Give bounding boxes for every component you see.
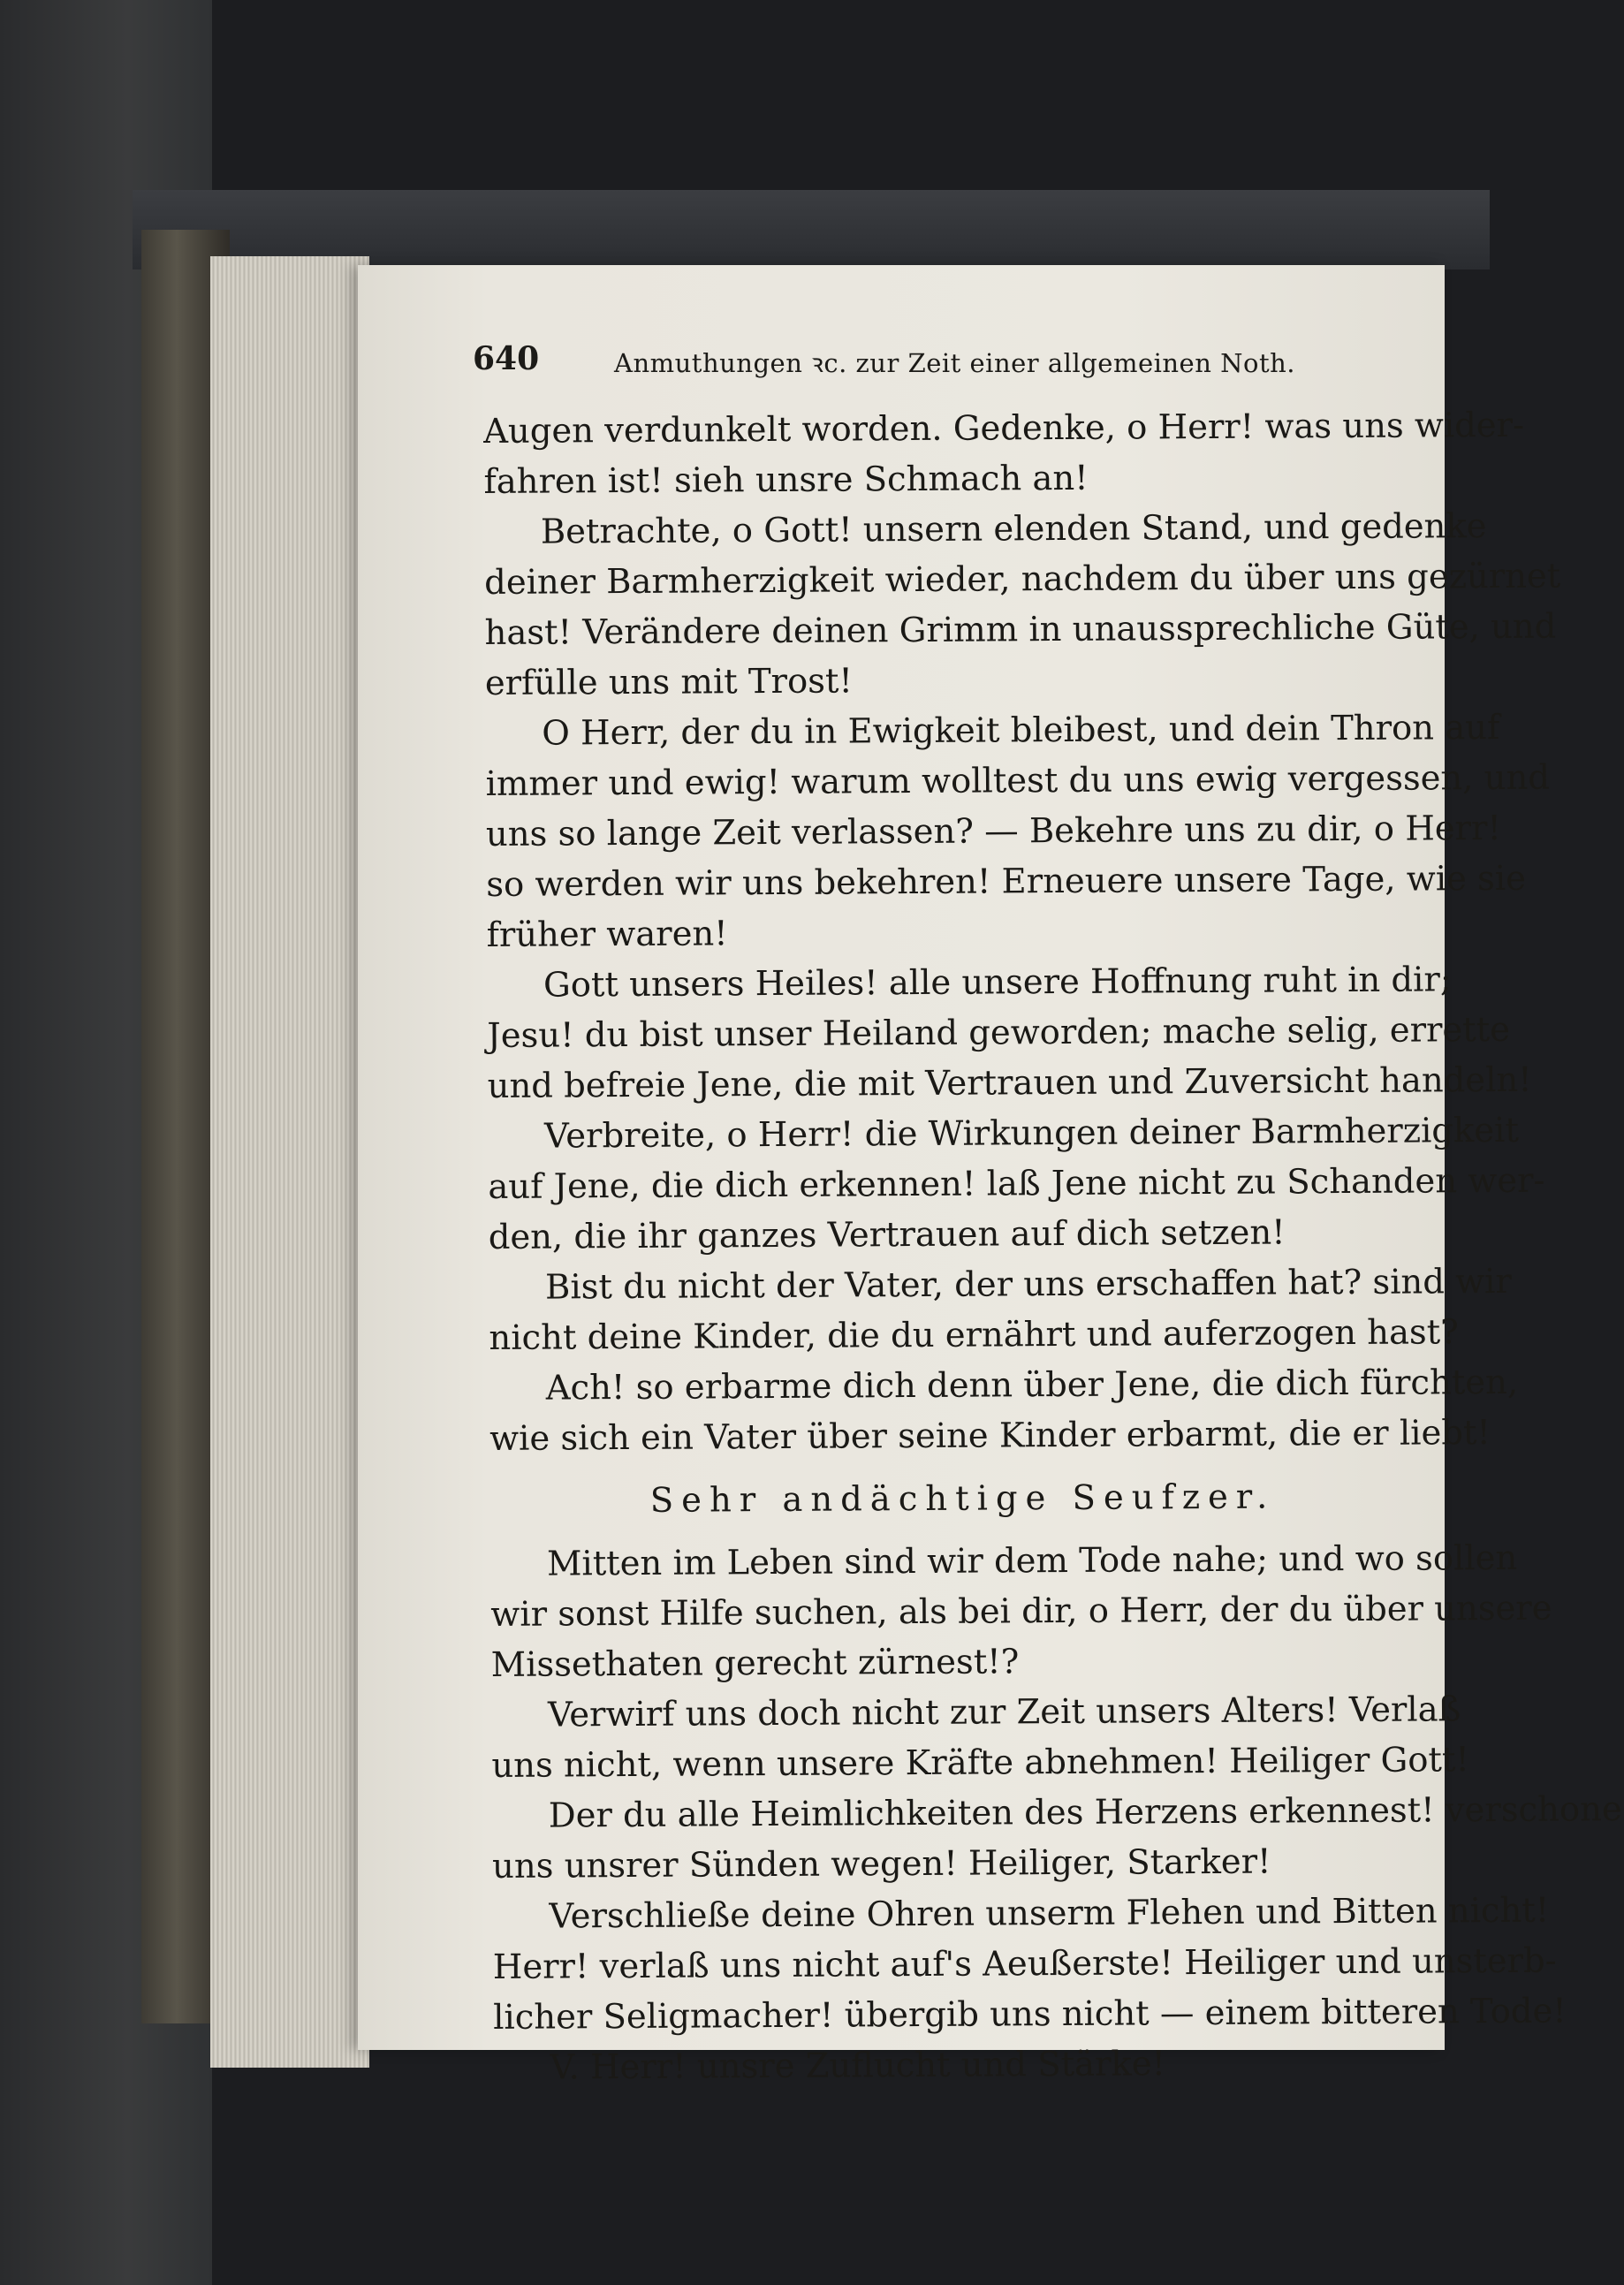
running-head: Anmuthungen ꝛc. zur Zeit einer allgemeinen Noth. xyxy=(614,348,1296,378)
text-line: und befreie Jene, die mit Vertrauen und Zuversicht handeln! xyxy=(487,1059,1532,1106)
text-line: wie sich ein Vater über seine Kinder erbarmt, die er liebt! xyxy=(489,1413,1491,1459)
text-line: Betrachte, o Gott! unsern elenden Stand, und gedenke xyxy=(540,506,1487,552)
section-heading: Sehr andächtige Seufzer. xyxy=(649,1477,1276,1521)
text-line: Jesu! du bist unser Heiland geworden; mache selig, errette xyxy=(487,1009,1511,1056)
text-line: früher waren! xyxy=(486,914,728,955)
text-line: Der du alle Heimlichkeiten des Herzens erkennest! verschone xyxy=(548,1789,1622,1836)
text-line: so werden wir uns bekehren! Erneuere unsere Tage, wie sie xyxy=(486,858,1527,905)
text-line: auf Jene, die dich erkennen! laß Jene nicht zu Schanden wer- xyxy=(488,1160,1545,1207)
text-line: Gott unsers Heiles! alle unsere Hoffnung ruht in dir; xyxy=(543,960,1452,1006)
text-line: fahren ist! sieh unsre Schmach an! xyxy=(483,458,1089,502)
text-line: nicht deine Kinder, die du ernährt und auferzogen hast? xyxy=(489,1312,1459,1358)
text-line: uns unsrer Sünden wegen! Heiliger, Starker! xyxy=(491,1841,1271,1886)
text-line: licher Seligmacher! übergib uns nicht — einem bitteren Tode! xyxy=(493,1991,1567,2038)
text-line: uns so lange Zeit verlassen? — Bekehre uns zu dir, o Herr! xyxy=(485,808,1502,854)
text-line: Verwirf uns doch nicht zur Zeit unsers Alters! Verlaß xyxy=(547,1689,1461,1735)
page-header xyxy=(473,340,1374,393)
text-line: Verschließe deine Ohren unserm Flehen und Bitten nicht! xyxy=(549,1890,1550,1937)
text-line: den, die ihr ganzes Vertrauen auf dich setzen! xyxy=(488,1212,1286,1257)
text-line: deiner Barmherzigkeit wieder, nachdem du über uns gezürnet xyxy=(484,556,1561,603)
text-line: Missethaten gerecht zürnest!? xyxy=(490,1642,1020,1685)
text-line: Mitten im Leben sind wir dem Tode nahe; und wo sollen xyxy=(546,1537,1518,1584)
text-line: Verbreite, o Herr! die Wirkungen deiner Barmherzigkeit xyxy=(543,1110,1520,1157)
page-number: 640 xyxy=(473,340,540,377)
page-edges xyxy=(210,256,369,2068)
text-line: O Herr, der du in Ewigkeit bleibest, und dein Thron auf xyxy=(542,707,1500,754)
text-line: V. Herr! unsre Zuflucht und Stärke! xyxy=(550,2044,1166,2088)
text-line: hast! Verändere deinen Grimm in unaussprechliche Güte, und xyxy=(484,606,1557,653)
text-line: wir sonst Hilfe suchen, als bei dir, o Herr, der du über unsere xyxy=(490,1588,1552,1635)
body-text xyxy=(483,400,1622,2093)
text-line: Augen verdunkelt worden. Gedenke, o Herr! was uns wider- xyxy=(483,405,1525,452)
text-line: Bist du nicht der Vater, der uns erschaffen hat? sind wir xyxy=(544,1261,1512,1308)
text-line: Herr! verlaß uns nicht auf's Aeußerste! Heiliger und unsterb- xyxy=(492,1940,1557,1987)
text-line: Ach! so erbarme dich denn über Jene, die dich fürchten, xyxy=(545,1362,1519,1408)
book-page xyxy=(358,265,1622,2088)
text-line: erfülle uns mit Trost! xyxy=(484,661,854,703)
text-line: uns nicht, wenn unsere Kräfte abnehmen! Heiliger Gott! xyxy=(491,1740,1469,1786)
text-line: immer und ewig! warum wolltest du uns ewig vergessen, und xyxy=(485,757,1551,804)
